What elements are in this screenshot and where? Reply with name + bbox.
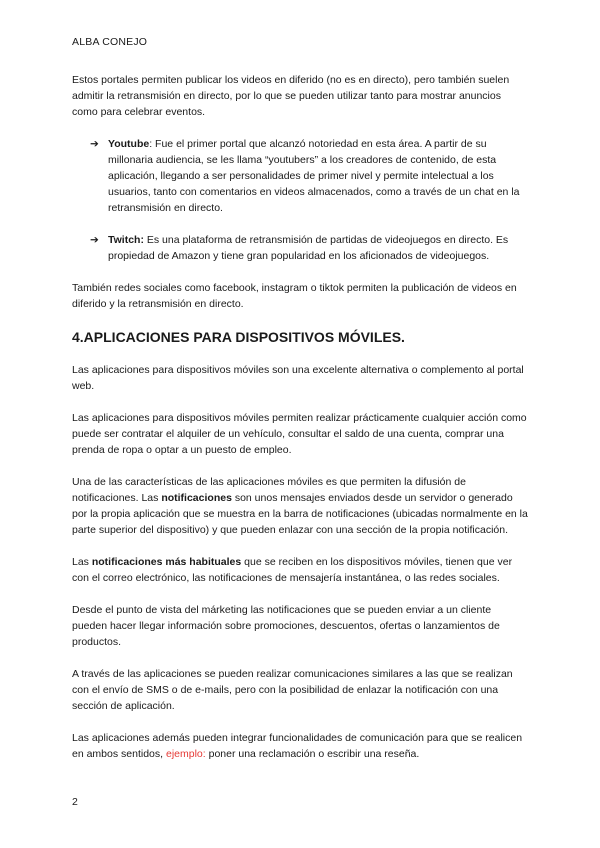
text-run: que se reciben en los dispositivos móviles, tienen que ver con el correo electrónico, las notificaciones de mensajería instantánea, o las redes sociales. <box>72 556 513 584</box>
text-run: son unos mensajes enviados desde un servidor o generado por la propia aplicación que se muestra en la barra de notificaciones (ubicadas normalmente en la parte superior del dispositivo) y que pueden enlazar con una sección de la propia notificación. <box>72 492 528 536</box>
text-run: Las <box>72 556 92 568</box>
paragraph-7 <box>72 730 528 762</box>
paragraph-3 <box>72 474 528 538</box>
page-number: 2 <box>72 796 78 808</box>
text-run: poner una reclamación o escribir una reseña. <box>205 748 420 760</box>
bullet-text: : Fue el primer portal que alcanzó notoriedad en esta área. A partir de su millonaria audiencia, se les llama “youtubers” a los creadores de contenido, de esta aplicación, llegando a ser personalidades de primer nivel y permite intelectual a los usuarios, tanto con comentarios en videos almacenados, como a través de un chat en la retransmisión en directo. <box>108 138 520 214</box>
header-author: ALBA CONEJO <box>72 36 148 48</box>
intro-paragraph: Estos portales permiten publicar los videos en diferido (no es en directo), pero también suelen admitir la retransmisión en directo, por lo que se pueden utilizar tanto para mostrar anuncios como para celebrar eventos. <box>72 74 510 118</box>
paragraph-1: Las aplicaciones para dispositivos móviles son una excelente alternativa o complemento al portal web. <box>72 364 524 392</box>
arrow-icon: ➔ <box>90 234 99 246</box>
paragraph-6: A través de las aplicaciones se pueden realizar comunicaciones similares a las que se realizan con el envío de SMS o de e-mails, pero con la posibilidad de enlazar la notificación con una sección de aplicación. <box>72 668 513 712</box>
bullet-youtube <box>72 136 528 216</box>
bullet-list <box>72 136 528 264</box>
paragraph-5: Desde el punto de vista del márketing las notificaciones que se pueden enviar a un cliente pueden hacer llegar información sobre promociones, descuentos, ofertas o lanzamientos de productos. <box>72 604 500 648</box>
bold-term: notificaciones <box>161 492 232 504</box>
text-run: Las aplicaciones además pueden integrar funcionalidades de comunicación para que se realicen en ambos sentidos, <box>72 732 523 760</box>
bullet-title: Youtube <box>108 138 150 150</box>
paragraph-4 <box>72 554 528 586</box>
bullet-title: Twitch: <box>108 234 144 246</box>
paragraph-2: Las aplicaciones para dispositivos móviles permiten realizar prácticamente cualquier acción como puede ser contratar el alquiler de un vehículo, consultar el saldo de una cuenta, comprar una prenda de ropa o optar a un puesto de empleo. <box>72 412 527 456</box>
page-content <box>72 72 528 778</box>
bullet-text: Es una plataforma de retransmisión de partidas de videojuegos en directo. Es propiedad de Amazon y tiene gran popularidad en los aficionados de videojuegos. <box>108 234 509 262</box>
text-run: Una de las características de las aplicaciones móviles es que permiten la difusión de notificaciones. Las <box>72 476 466 504</box>
social-paragraph: También redes sociales como facebook, instagram o tiktok permiten la publicación de videos en diferido y la retransmisión en directo. <box>72 282 517 310</box>
arrow-icon: ➔ <box>90 138 99 150</box>
section-title: 4.APLICACIONES PARA DISPOSITIVOS MÓVILES. <box>72 329 405 345</box>
bold-term: notificaciones más habituales <box>91 556 242 568</box>
highlight-example: ejemplo: <box>165 748 206 760</box>
bullet-twitch <box>72 232 528 264</box>
